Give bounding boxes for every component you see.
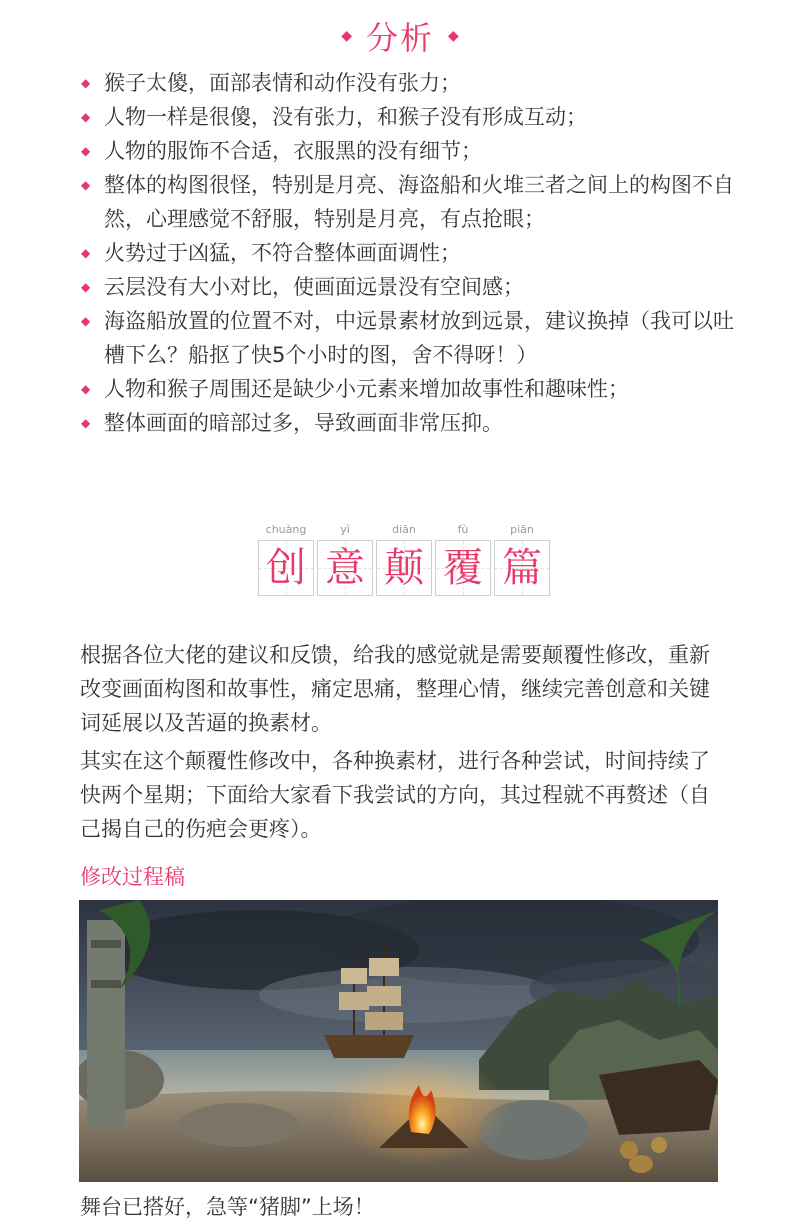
title-char: 篇 — [502, 545, 542, 591]
char-grid-box — [317, 540, 373, 596]
analysis-heading — [0, 12, 800, 60]
analysis-title: 分析 — [365, 19, 434, 57]
diamond-bullet-icon: ◆ — [81, 144, 91, 158]
list-item: ◆ 整体的构图很怪，特别是月亮、海盗船和火堆三者之间上的构图不自然，心理感觉不舒服，特别是月亮，有点抢眼； — [80, 168, 740, 236]
list-item: ◆ 猴子太傻，面部表情和动作没有张力； — [80, 66, 740, 100]
title-char-cell — [316, 522, 374, 596]
pinyin-label: fù — [457, 523, 469, 536]
diamond-bullet-icon: ◆ — [81, 280, 91, 294]
title-char: 颠 — [384, 545, 424, 591]
title-char-cell — [257, 522, 315, 596]
list-item: ◆ 云层没有大小对比，使画面远景没有空间感； — [80, 270, 740, 304]
diamond-bullet-icon: ◆ — [81, 416, 91, 430]
char-grid-box — [258, 540, 314, 596]
diamond-icon: ◆ — [448, 28, 459, 44]
title-char-cell — [375, 522, 433, 596]
pinyin-label: chuàng — [265, 523, 307, 536]
list-item: ◆ 人物和猴子周围还是缺少小元素来增加故事性和趣味性； — [80, 372, 740, 406]
pinyin-label: yì — [340, 523, 350, 536]
title-char: 创 — [266, 545, 306, 591]
diamond-bullet-icon: ◆ — [81, 76, 91, 90]
char-grid-box — [435, 540, 491, 596]
char-grid-box — [376, 540, 432, 596]
analysis-list — [80, 66, 740, 440]
list-item: ◆ 整体画面的暗部过多，导致画面非常压抑。 — [80, 406, 740, 440]
scene-image — [79, 900, 718, 1182]
diamond-bullet-icon: ◆ — [81, 246, 91, 260]
diamond-bullet-icon: ◆ — [81, 314, 91, 328]
diamond-bullet-icon: ◆ — [81, 178, 91, 192]
title-char: 覆 — [443, 545, 483, 591]
diamond-bullet-icon: ◆ — [81, 110, 91, 124]
list-item: ◆ 人物一样是很傻，没有张力，和猴子没有形成互动； — [80, 100, 740, 134]
paragraph: 根据各位大佬的建议和反馈，给我的感觉就是需要颠覆性修改，重新改变画面构图和故事性，痛定思痛，整理心情，继续完善创意和关键词延展以及苦逼的换素材。 — [80, 643, 710, 735]
title-char: 意 — [325, 545, 365, 591]
diamond-bullet-icon: ◆ — [81, 382, 91, 396]
list-item: ◆ 火势过于凶猛，不符合整体画面调性； — [80, 236, 740, 270]
pinyin-label: piān — [510, 523, 534, 536]
pinyin-label: diān — [392, 523, 416, 536]
list-item: ◆ 人物的服饰不合适，衣服黑的没有细节； — [80, 134, 740, 168]
section-title — [257, 522, 552, 596]
paragraph: 其实在这个颠覆性修改中，各种换素材，进行各种尝试，时间持续了快两个星期；下面给大家看下我尝试的方向，其过程就不再赘述（自己揭自己的伤疤会更疼）。 — [80, 749, 710, 841]
image-caption: 舞台已搭好，急等“猪脚”上场！ — [80, 1195, 375, 1219]
list-item: ◆ 海盗船放置的位置不对，中远景素材放到远景，建议换掉（我可以吐槽下么？船抠了快5个小时的图，舍不得呀！） — [80, 304, 740, 372]
title-char-cell — [434, 522, 492, 596]
char-grid-box — [494, 540, 550, 596]
draft-heading: 修改过程稿 — [80, 865, 185, 889]
title-char-cell — [493, 522, 551, 596]
diamond-icon: ◆ — [341, 28, 352, 44]
